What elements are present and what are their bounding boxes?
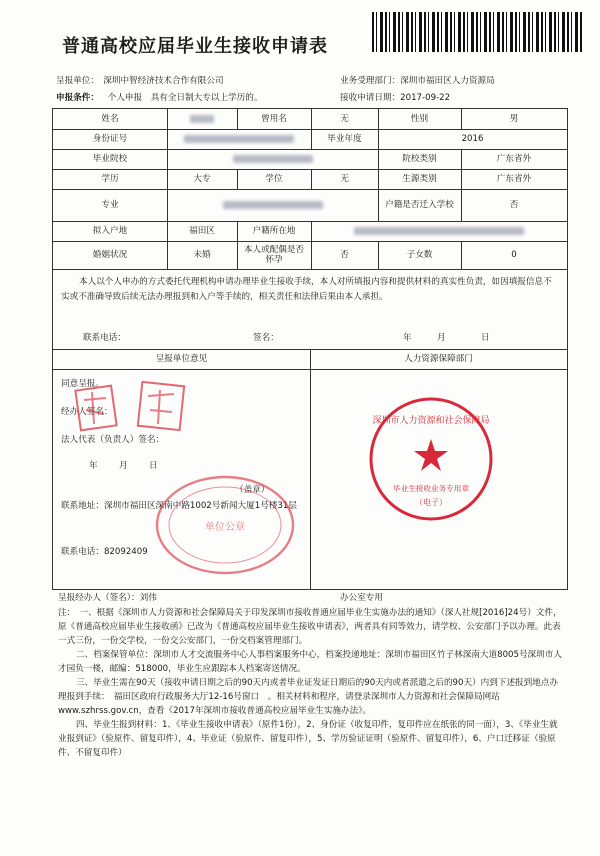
condition-label: 申报条件： [56, 93, 99, 103]
grad-year-value: 2016 [461, 133, 484, 144]
sign-year: 年 [403, 333, 412, 343]
children-value: 0 [511, 249, 517, 260]
notes-section [58, 606, 566, 760]
unit-phone: 联系电话：82092409 [61, 547, 148, 557]
unit-opinion-header: 呈报单位意见 [155, 353, 208, 364]
hukou-loc-value-redacted [311, 221, 567, 241]
hr-seal-bottom: （电子） [415, 498, 447, 507]
business-dept: 业务受理部门：深圳市福田区人力资源局 [340, 76, 495, 86]
applicant-phone-label: 联系电话： [83, 333, 126, 343]
document-title: 普通高校应届毕业生接收申请表 [62, 36, 328, 57]
condition-value: 个人申报 具有全日制大专以上学历的。 [107, 93, 263, 103]
hr-seal-subtext: 毕业生接收业务专用章 [393, 484, 469, 493]
gender-label: 性别 [410, 113, 429, 124]
name-label: 姓名 [101, 113, 119, 124]
degree-label: 学位 [265, 173, 283, 184]
degree-value: 无 [340, 173, 349, 184]
name-value-redacted [167, 109, 237, 129]
unit-address: 联系地址：深圳市福田区深南中路1002号新闻大厦1号楼31层 [61, 501, 297, 511]
sign-month: 月 [437, 333, 446, 343]
to-hukou-label: 拟入户地 [92, 225, 128, 236]
note-1: 注： 一、根据《深圳市人力资源和社会保障局关于印发深圳市接收普通应届毕业生实施办法的通知》（深人社规[2016]24号）文件，原《普通高校应届毕业生接收函》已改为《普通高校应届毕业生接收申请表》，两者具有同等效力，请学校、公安部门予以办理。此表一式三份，一份交学校，一份交公安部门，一份交档案管理部门。 [58, 608, 562, 646]
school-value-redacted [167, 149, 378, 169]
school-label: 毕业院校 [92, 153, 128, 164]
legal-rep-label: 法人代表（负责人）签名： [61, 435, 165, 445]
pregnant-label: 本人或配偶是否怀孕 [243, 244, 305, 265]
application-condition [56, 91, 262, 103]
opinion-year: 年 [89, 461, 98, 471]
barcode [372, 12, 582, 52]
seal-label: （盖章） [235, 485, 270, 495]
office-use: 办公室专用 [340, 593, 383, 603]
hukou-move-label: 户籍是否迁入学校 [385, 199, 454, 210]
grad-year-label: 毕业年度 [327, 133, 362, 144]
company-seal [150, 470, 300, 580]
used-name-label: 曾用名 [261, 113, 287, 124]
marital-label: 婚姻状况 [92, 249, 128, 260]
used-name-value: 无 [340, 113, 349, 124]
hr-seal-text: 深圳市人力资源和社会保障局 [372, 416, 490, 426]
application-date: 接收申请日期：2017-09-22 [340, 93, 451, 103]
id-value-redacted [167, 129, 311, 149]
to-hukou-value: 福田区 [189, 225, 215, 236]
school-type-value: 广东省外 [496, 153, 532, 164]
note-4: 四、毕业生报到材料：1、《毕业生接收申请表》（原件1份），2、身份证（收复印件，复印件应在纸张的同一面），3、《毕业生就业报到证》（验原件、留复印件），4、毕业证（验原件、留复印件），5、学历验证证明（验原件、留复印件），6、户口迁移证（验原件、不留复印件） [58, 720, 558, 758]
sign-day: 日 [481, 333, 490, 343]
declaration-text: 本人以个人申办的方式委托代理机构申请办理毕业生接收手续，本人对所填报内容和提供材料的真实性负责，如因填报信息不实或不准确导致后续无法办理报到和入户等手续的，相关责任和法律后果由本人承担。 [61, 277, 552, 302]
major-value-redacted [167, 189, 378, 221]
applicant-signature-label: 签名： [253, 333, 279, 343]
education-label: 学历 [101, 173, 119, 184]
submitting-unit: 呈报单位： 深圳中智经济技术合作有限公司 [56, 76, 224, 86]
hr-dept-header: 人力资源保障部门 [404, 353, 473, 364]
opinion-month: 月 [119, 461, 128, 471]
hukou-move-value: 否 [509, 199, 519, 210]
gender-value: 男 [509, 113, 519, 124]
hr-bureau-seal [365, 393, 497, 525]
school-type-label: 院校类别 [402, 153, 437, 164]
major-label: 专业 [101, 199, 119, 210]
handler-signature-label: 经办人签名： [61, 407, 113, 417]
source-value: 广东省外 [496, 173, 532, 184]
hukou-loc-label: 户籍所在地 [252, 225, 296, 236]
id-label: 身份证号 [92, 133, 128, 144]
marital-value: 未婚 [193, 249, 211, 260]
note-3: 三、毕业生需在90天（接收申请日期之后的90天内或者毕业证发证日期后的90天内或者派遣之后的90天）内到下述报到地点办理报到手续： 福田区政府行政服务大厅12-16号窗口 。相关材料和程序，请登录深圳市人力资源和社会保障局网站www.szhrss.gov.cn，查看《2017年深圳市接收普通高校应届毕业生实施办法》。 [58, 678, 559, 716]
pregnant-value: 否 [340, 249, 349, 260]
agree-text: 同意呈报。 [61, 379, 104, 389]
children-label: 子女数 [406, 249, 433, 260]
company-seal-text: 单位公章 [205, 522, 245, 533]
opinion-day: 日 [149, 461, 158, 471]
education-value: 大专 [193, 173, 211, 184]
note-2: 二、档案保管单位：深圳市人才交流服务中心人事档案服务中心，档案投递地址：深圳市福田区竹子林深南大道8005号深圳市人才园负一楼，邮编：518000，毕业生应跟踪本人档案寄送情况。 [58, 650, 562, 674]
submit-handler: 呈报经办人（签名）：刘伟 [58, 593, 157, 603]
unit-handwritten-seals [70, 380, 200, 460]
source-label: 生源类别 [402, 173, 437, 184]
